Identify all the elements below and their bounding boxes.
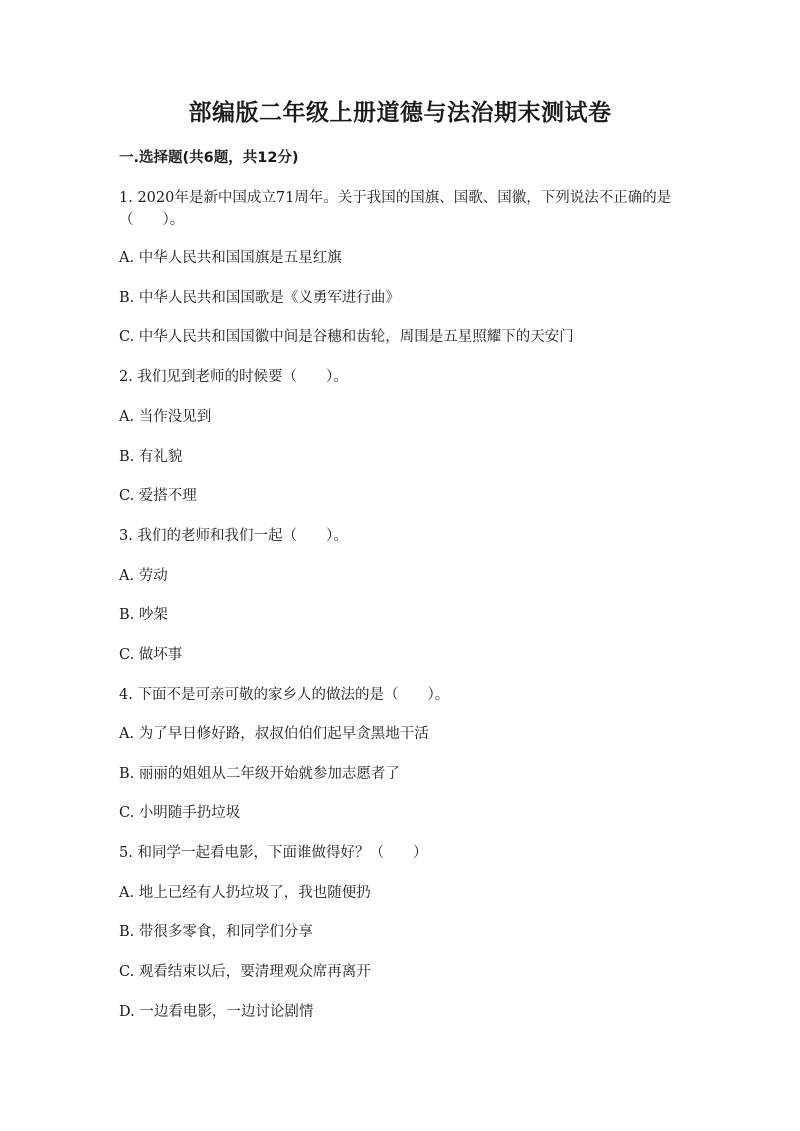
- question-2-option-a: A. 当作没见到: [119, 409, 212, 425]
- question-4-stem: 4. 下面不是可亲可敬的家乡人的做法的是（ ）。: [119, 687, 450, 703]
- question-5-option-c: C. 观看结束以后，要清理观众席再离开: [119, 964, 371, 980]
- page-title: 部编版二年级上册道德与法治期末测试卷: [188, 100, 612, 126]
- question-2-option-c: C. 爱搭不理: [119, 488, 197, 504]
- question-3-stem: 3. 我们的老师和我们一起（ ）。: [119, 528, 348, 544]
- section-heading: 一.选择题(共6题，共12分): [119, 150, 299, 166]
- question-4-option-c: C. 小明随手扔垃圾: [119, 805, 241, 821]
- question-1-option-b: B. 中华人民共和国国歌是《义勇军进行曲》: [119, 290, 400, 306]
- question-3-option-b: B. 吵架: [119, 607, 168, 623]
- question-3-option-a: A. 劳动: [119, 568, 168, 584]
- question-5-stem: 5. 和同学一起看电影，下面谁做得好？（ ）: [119, 845, 428, 861]
- question-5-option-d: D. 一边看电影，一边讨论剧情: [119, 1004, 314, 1020]
- question-5-option-a: A. 地上已经有人扔垃圾了，我也随便扔: [119, 885, 371, 901]
- question-2-stem: 2. 我们见到老师的时候要（ ）。: [119, 369, 348, 385]
- question-1-stem: 1. 2020年是新中国成立71周年。关于我国的国旗、国歌、国徽，下列说法不正确的是（ ）。: [119, 190, 672, 228]
- question-1-option-a: A. 中华人民共和国国旗是五星红旗: [119, 250, 342, 266]
- question-4-option-b: B. 丽丽的姐姐从二年级开始就参加志愿者了: [119, 766, 400, 782]
- question-1-option-c: C. 中华人民共和国国徽中间是谷穗和齿轮，周围是五星照耀下的天安门: [119, 329, 574, 345]
- question-3-option-c: C. 做坏事: [119, 647, 183, 663]
- question-2-option-b: B. 有礼貌: [119, 449, 183, 465]
- question-4-option-a: A. 为了早日修好路，叔叔伯伯们起早贪黑地干活: [119, 726, 429, 742]
- question-5-option-b: B. 带很多零食，和同学们分享: [119, 924, 313, 940]
